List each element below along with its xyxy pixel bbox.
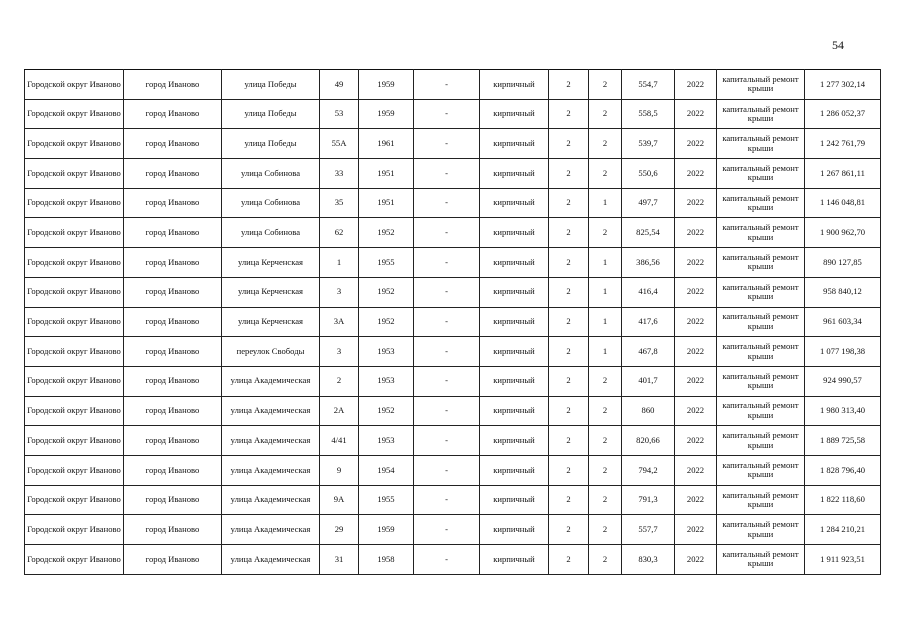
cost-cell: 1 242 761,79	[805, 129, 881, 159]
entrances-cell: 2	[589, 396, 622, 426]
cost-cell: 890 127,85	[805, 248, 881, 278]
table-body	[25, 70, 881, 575]
table-row	[25, 426, 881, 456]
work-type-cell: капитальный ремонт крыши	[717, 159, 805, 189]
work-type-cell: капитальный ремонт крыши	[717, 129, 805, 159]
area-cell: 825,54	[622, 218, 675, 248]
year-built-cell: 1952	[359, 218, 414, 248]
page-number: 54	[832, 38, 844, 52]
work-type-cell: капитальный ремонт крыши	[717, 99, 805, 129]
district-cell: Городской округ Иваново	[25, 218, 124, 248]
wall-material-cell: кирпичный	[480, 277, 549, 307]
floors-cell: 2	[549, 248, 589, 278]
work-type-cell: капитальный ремонт крыши	[717, 337, 805, 367]
year-built-cell: 1952	[359, 396, 414, 426]
work-type-cell: капитальный ремонт крыши	[717, 426, 805, 456]
city-cell: город Иваново	[124, 248, 222, 278]
area-cell: 539,7	[622, 129, 675, 159]
city-cell: город Иваново	[124, 337, 222, 367]
entrances-cell: 2	[589, 515, 622, 545]
column-6-cell: -	[414, 396, 480, 426]
plan-year-cell: 2022	[675, 248, 717, 278]
column-6-cell: -	[414, 99, 480, 129]
district-cell: Городской округ Иваново	[25, 159, 124, 189]
entrances-cell: 2	[589, 159, 622, 189]
cost-cell: 1 828 796,40	[805, 455, 881, 485]
floors-cell: 2	[549, 337, 589, 367]
city-cell: город Иваново	[124, 218, 222, 248]
floors-cell: 2	[549, 515, 589, 545]
floors-cell: 2	[549, 277, 589, 307]
year-built-cell: 1952	[359, 307, 414, 337]
district-cell: Городской округ Иваново	[25, 337, 124, 367]
year-built-cell: 1953	[359, 337, 414, 367]
wall-material-cell: кирпичный	[480, 159, 549, 189]
entrances-cell: 2	[589, 426, 622, 456]
table-row	[25, 218, 881, 248]
street-cell: улица Академическая	[222, 485, 320, 515]
year-built-cell: 1955	[359, 485, 414, 515]
table-row	[25, 70, 881, 100]
house-number-cell: 53	[320, 99, 359, 129]
district-cell: Городской округ Иваново	[25, 515, 124, 545]
house-number-cell: 1	[320, 248, 359, 278]
cost-cell: 961 603,34	[805, 307, 881, 337]
table-row	[25, 188, 881, 218]
cost-cell: 1 277 302,14	[805, 70, 881, 100]
house-number-cell: 4/41	[320, 426, 359, 456]
area-cell: 550,6	[622, 159, 675, 189]
district-cell: Городской округ Иваново	[25, 455, 124, 485]
table-row	[25, 307, 881, 337]
floors-cell: 2	[549, 455, 589, 485]
floors-cell: 2	[549, 70, 589, 100]
plan-year-cell: 2022	[675, 129, 717, 159]
wall-material-cell: кирпичный	[480, 455, 549, 485]
wall-material-cell: кирпичный	[480, 366, 549, 396]
work-type-cell: капитальный ремонт крыши	[717, 70, 805, 100]
district-cell: Городской округ Иваново	[25, 99, 124, 129]
house-number-cell: 9А	[320, 485, 359, 515]
wall-material-cell: кирпичный	[480, 307, 549, 337]
house-number-cell: 31	[320, 545, 359, 575]
year-built-cell: 1954	[359, 455, 414, 485]
plan-year-cell: 2022	[675, 70, 717, 100]
house-number-cell: 35	[320, 188, 359, 218]
year-built-cell: 1958	[359, 545, 414, 575]
column-6-cell: -	[414, 248, 480, 278]
floors-cell: 2	[549, 129, 589, 159]
city-cell: город Иваново	[124, 188, 222, 218]
entrances-cell: 2	[589, 455, 622, 485]
area-cell: 830,3	[622, 545, 675, 575]
street-cell: улица Собинова	[222, 188, 320, 218]
entrances-cell: 1	[589, 337, 622, 367]
plan-year-cell: 2022	[675, 455, 717, 485]
area-cell: 386,56	[622, 248, 675, 278]
table-row	[25, 159, 881, 189]
wall-material-cell: кирпичный	[480, 396, 549, 426]
house-number-cell: 62	[320, 218, 359, 248]
wall-material-cell: кирпичный	[480, 188, 549, 218]
work-type-cell: капитальный ремонт крыши	[717, 307, 805, 337]
house-number-cell: 2	[320, 366, 359, 396]
work-type-cell: капитальный ремонт крыши	[717, 545, 805, 575]
wall-material-cell: кирпичный	[480, 426, 549, 456]
floors-cell: 2	[549, 545, 589, 575]
work-type-cell: капитальный ремонт крыши	[717, 218, 805, 248]
year-built-cell: 1959	[359, 99, 414, 129]
housing-registry-table	[24, 69, 881, 575]
year-built-cell: 1959	[359, 70, 414, 100]
city-cell: город Иваново	[124, 455, 222, 485]
cost-cell: 1 911 923,51	[805, 545, 881, 575]
table-row	[25, 485, 881, 515]
district-cell: Городской округ Иваново	[25, 188, 124, 218]
district-cell: Городской округ Иваново	[25, 485, 124, 515]
area-cell: 554,7	[622, 70, 675, 100]
cost-cell: 1 980 313,40	[805, 396, 881, 426]
cost-cell: 1 146 048,81	[805, 188, 881, 218]
floors-cell: 2	[549, 307, 589, 337]
area-cell: 417,6	[622, 307, 675, 337]
district-cell: Городской округ Иваново	[25, 70, 124, 100]
street-cell: улица Керченская	[222, 307, 320, 337]
house-number-cell: 3	[320, 337, 359, 367]
column-6-cell: -	[414, 277, 480, 307]
column-6-cell: -	[414, 426, 480, 456]
city-cell: город Иваново	[124, 366, 222, 396]
wall-material-cell: кирпичный	[480, 485, 549, 515]
street-cell: улица Академическая	[222, 396, 320, 426]
street-cell: улица Академическая	[222, 545, 320, 575]
wall-material-cell: кирпичный	[480, 337, 549, 367]
entrances-cell: 2	[589, 99, 622, 129]
area-cell: 416,4	[622, 277, 675, 307]
column-6-cell: -	[414, 337, 480, 367]
wall-material-cell: кирпичный	[480, 545, 549, 575]
work-type-cell: капитальный ремонт крыши	[717, 396, 805, 426]
district-cell: Городской округ Иваново	[25, 307, 124, 337]
area-cell: 558,5	[622, 99, 675, 129]
city-cell: город Иваново	[124, 515, 222, 545]
wall-material-cell: кирпичный	[480, 218, 549, 248]
street-cell: улица Собинова	[222, 159, 320, 189]
cost-cell: 1 284 210,21	[805, 515, 881, 545]
column-6-cell: -	[414, 218, 480, 248]
column-6-cell: -	[414, 307, 480, 337]
area-cell: 791,3	[622, 485, 675, 515]
city-cell: город Иваново	[124, 307, 222, 337]
entrances-cell: 2	[589, 129, 622, 159]
work-type-cell: капитальный ремонт крыши	[717, 455, 805, 485]
house-number-cell: 55А	[320, 129, 359, 159]
table-row	[25, 277, 881, 307]
wall-material-cell: кирпичный	[480, 515, 549, 545]
floors-cell: 2	[549, 396, 589, 426]
work-type-cell: капитальный ремонт крыши	[717, 248, 805, 278]
district-cell: Городской округ Иваново	[25, 277, 124, 307]
year-built-cell: 1952	[359, 277, 414, 307]
floors-cell: 2	[549, 99, 589, 129]
area-cell: 860	[622, 396, 675, 426]
year-built-cell: 1961	[359, 129, 414, 159]
street-cell: улица Академическая	[222, 455, 320, 485]
plan-year-cell: 2022	[675, 337, 717, 367]
area-cell: 820,66	[622, 426, 675, 456]
year-built-cell: 1955	[359, 248, 414, 278]
wall-material-cell: кирпичный	[480, 248, 549, 278]
city-cell: город Иваново	[124, 485, 222, 515]
plan-year-cell: 2022	[675, 307, 717, 337]
floors-cell: 2	[549, 426, 589, 456]
city-cell: город Иваново	[124, 129, 222, 159]
cost-cell: 1 286 052,37	[805, 99, 881, 129]
year-built-cell: 1953	[359, 366, 414, 396]
cost-cell: 1 822 118,60	[805, 485, 881, 515]
entrances-cell: 2	[589, 70, 622, 100]
cost-cell: 1 077 198,38	[805, 337, 881, 367]
column-6-cell: -	[414, 70, 480, 100]
entrances-cell: 2	[589, 366, 622, 396]
city-cell: город Иваново	[124, 70, 222, 100]
table-row	[25, 396, 881, 426]
entrances-cell: 1	[589, 188, 622, 218]
column-6-cell: -	[414, 455, 480, 485]
house-number-cell: 29	[320, 515, 359, 545]
street-cell: улица Академическая	[222, 366, 320, 396]
plan-year-cell: 2022	[675, 218, 717, 248]
cost-cell: 1 267 861,11	[805, 159, 881, 189]
floors-cell: 2	[549, 188, 589, 218]
work-type-cell: капитальный ремонт крыши	[717, 188, 805, 218]
house-number-cell: 3	[320, 277, 359, 307]
plan-year-cell: 2022	[675, 485, 717, 515]
work-type-cell: капитальный ремонт крыши	[717, 515, 805, 545]
column-6-cell: -	[414, 515, 480, 545]
street-cell: улица Победы	[222, 129, 320, 159]
area-cell: 401,7	[622, 366, 675, 396]
entrances-cell: 1	[589, 248, 622, 278]
area-cell: 467,8	[622, 337, 675, 367]
house-number-cell: 3А	[320, 307, 359, 337]
house-number-cell: 33	[320, 159, 359, 189]
street-cell: улица Собинова	[222, 218, 320, 248]
street-cell: улица Академическая	[222, 515, 320, 545]
city-cell: город Иваново	[124, 159, 222, 189]
wall-material-cell: кирпичный	[480, 129, 549, 159]
year-built-cell: 1951	[359, 159, 414, 189]
street-cell: улица Керченская	[222, 277, 320, 307]
plan-year-cell: 2022	[675, 99, 717, 129]
floors-cell: 2	[549, 366, 589, 396]
house-number-cell: 49	[320, 70, 359, 100]
street-cell: улица Победы	[222, 99, 320, 129]
street-cell: улица Академическая	[222, 426, 320, 456]
street-cell: переулок Свободы	[222, 337, 320, 367]
table-row	[25, 545, 881, 575]
table-row	[25, 337, 881, 367]
plan-year-cell: 2022	[675, 188, 717, 218]
entrances-cell: 1	[589, 277, 622, 307]
year-built-cell: 1953	[359, 426, 414, 456]
table-row	[25, 99, 881, 129]
city-cell: город Иваново	[124, 426, 222, 456]
district-cell: Городской округ Иваново	[25, 545, 124, 575]
entrances-cell: 2	[589, 545, 622, 575]
cost-cell: 1 889 725,58	[805, 426, 881, 456]
cost-cell: 958 840,12	[805, 277, 881, 307]
table-row	[25, 248, 881, 278]
column-6-cell: -	[414, 366, 480, 396]
column-6-cell: -	[414, 188, 480, 218]
plan-year-cell: 2022	[675, 515, 717, 545]
plan-year-cell: 2022	[675, 545, 717, 575]
wall-material-cell: кирпичный	[480, 70, 549, 100]
district-cell: Городской округ Иваново	[25, 129, 124, 159]
city-cell: город Иваново	[124, 277, 222, 307]
work-type-cell: капитальный ремонт крыши	[717, 485, 805, 515]
plan-year-cell: 2022	[675, 396, 717, 426]
city-cell: город Иваново	[124, 545, 222, 575]
street-cell: улица Победы	[222, 70, 320, 100]
plan-year-cell: 2022	[675, 277, 717, 307]
district-cell: Городской округ Иваново	[25, 426, 124, 456]
house-number-cell: 9	[320, 455, 359, 485]
work-type-cell: капитальный ремонт крыши	[717, 366, 805, 396]
column-6-cell: -	[414, 129, 480, 159]
district-cell: Городской округ Иваново	[25, 366, 124, 396]
table-row	[25, 455, 881, 485]
wall-material-cell: кирпичный	[480, 99, 549, 129]
entrances-cell: 1	[589, 307, 622, 337]
year-built-cell: 1959	[359, 515, 414, 545]
street-cell: улица Керченская	[222, 248, 320, 278]
area-cell: 557,7	[622, 515, 675, 545]
house-number-cell: 2А	[320, 396, 359, 426]
year-built-cell: 1951	[359, 188, 414, 218]
work-type-cell: капитальный ремонт крыши	[717, 277, 805, 307]
district-cell: Городской округ Иваново	[25, 248, 124, 278]
column-6-cell: -	[414, 485, 480, 515]
cost-cell: 924 990,57	[805, 366, 881, 396]
area-cell: 794,2	[622, 455, 675, 485]
entrances-cell: 2	[589, 485, 622, 515]
city-cell: город Иваново	[124, 396, 222, 426]
district-cell: Городской округ Иваново	[25, 396, 124, 426]
cost-cell: 1 900 962,70	[805, 218, 881, 248]
entrances-cell: 2	[589, 218, 622, 248]
column-6-cell: -	[414, 159, 480, 189]
column-6-cell: -	[414, 545, 480, 575]
table-row	[25, 366, 881, 396]
floors-cell: 2	[549, 218, 589, 248]
plan-year-cell: 2022	[675, 366, 717, 396]
table-row	[25, 129, 881, 159]
plan-year-cell: 2022	[675, 426, 717, 456]
floors-cell: 2	[549, 485, 589, 515]
table-row	[25, 515, 881, 545]
floors-cell: 2	[549, 159, 589, 189]
plan-year-cell: 2022	[675, 159, 717, 189]
area-cell: 497,7	[622, 188, 675, 218]
city-cell: город Иваново	[124, 99, 222, 129]
